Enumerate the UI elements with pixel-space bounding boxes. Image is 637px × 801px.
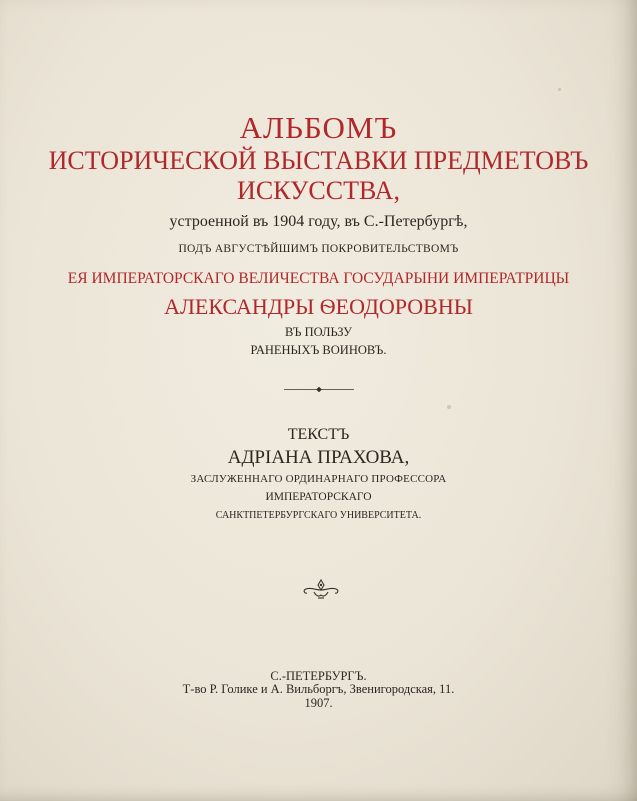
subtitle-line-2: ИСКУССТВА, (237, 176, 400, 205)
divider-rule (284, 387, 354, 392)
imprint-year: 1907. (304, 696, 333, 710)
benefit-line-1: ВЪ ПОЛЬЗУ (284, 325, 353, 339)
album-title: АЛЬБОМЪ (239, 110, 398, 145)
paper-spot (558, 88, 561, 91)
author-name: АДРІАНА ПРАХОВА, (227, 447, 410, 468)
exhibition-date-line: устроенной въ 1904 году, въ С.-Петербургѣ, (169, 213, 468, 230)
imprint-city: С.-ПЕТЕРБУРГЪ. (270, 669, 367, 683)
author-title: ЗАСЛУЖЕННАГО ОРДИНАРНАГО ПРОФЕССОРА (190, 473, 447, 485)
ornament-icon (301, 578, 341, 600)
patronage-line: ПОДЪ АВГУСТѢЙШИМЪ ПОКРОВИТЕЛЬСТВОМЪ (178, 243, 459, 255)
paper-spot (447, 405, 451, 409)
empress-name: АЛЕКСАНДРЫ ѲЕОДОРОВНЫ (164, 294, 473, 319)
benefit-line-2: РАНЕНЫХЪ ВОИНОВЪ. (250, 343, 387, 357)
author-institution-2: САНКТПЕТЕРБУРГСКАГО УНИВЕРСИТЕТА. (215, 510, 422, 521)
text-label: ТЕКСТЪ (287, 426, 350, 443)
subtitle-line-1: ИСТОРИЧЕСКОЙ ВЫСТАВКИ ПРЕДМЕТОВЪ (48, 146, 589, 175)
majesty-line: ЕЯ ИМПЕРАТОРСКАГО ВЕЛИЧЕСТВА ГОСУДАРЫНИ ИМПЕРАТРИЦЫ (67, 270, 570, 287)
author-institution-1: ИМПЕРАТОРСКАГО (265, 491, 372, 503)
imprint-printer: Т-во Р. Голике и А. Вильборгъ, Звенигородская, 11. (182, 682, 455, 696)
